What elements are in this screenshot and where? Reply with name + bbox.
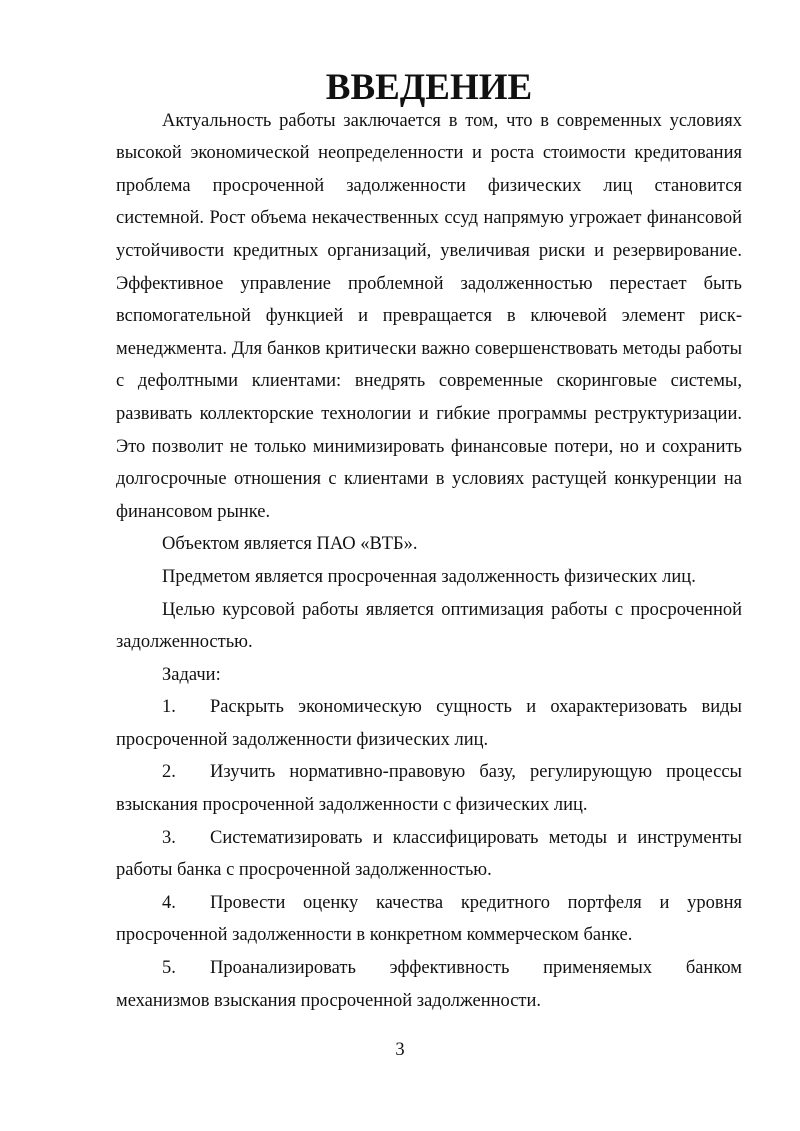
task-text: Систематизировать и классифицировать методы и инструменты работы банка с просроченной задолженностью. bbox=[116, 827, 742, 881]
section-heading: ВВЕДЕНИЕ bbox=[325, 67, 533, 108]
tasks-label: Задачи: bbox=[162, 664, 221, 685]
task-number: 4. bbox=[162, 892, 176, 913]
task-text: Изучить нормативно-правовую базу, регулирующую процессы взыскания просроченной задолженности с физических лиц. bbox=[116, 762, 742, 816]
task-item bbox=[116, 822, 742, 887]
page-content bbox=[116, 67, 742, 1017]
task-item bbox=[116, 952, 742, 1017]
task-number: 5. bbox=[162, 958, 176, 979]
task-text: Проанализировать эффективность применяемых банком механизмов взыскания просроченной задолженности. bbox=[116, 958, 742, 1011]
task-item bbox=[116, 756, 742, 821]
intro-paragraph: Актуальность работы заключается в том, что в современных условиях высокой экономической неопределенности и роста стоимости кредитования проблема просроченной задолженности физических лиц становится системной. Рост объема некачественных ссуд напрямую угрожает финансовой устойчивости кредитных организаций, увеличивая риски и резервирование. Эффективное управление проблемной задолженностью перестает быть вспомогательной функцией и превращается в ключевой элемент риск-менеджмента. Для банков критически важно совершенствовать методы работы с дефолтными клиентами: внедрять современные скоринговые системы, развивать коллекторские технологии и гибкие программы реструктуризации. Это позволит не только минимизировать финансовые потери, но и сохранить долгосрочные отношения с клиентами в условиях растущей конкуренции на финансовом рынке. bbox=[116, 110, 742, 522]
task-item bbox=[116, 691, 742, 756]
task-number: 3. bbox=[162, 827, 176, 848]
subject-paragraph: Предметом является просроченная задолженность физических лиц. bbox=[162, 566, 696, 587]
object-paragraph: Объектом является ПАО «ВТБ». bbox=[162, 534, 418, 555]
page-number: 3 bbox=[395, 1040, 405, 1060]
task-number: 2. bbox=[162, 762, 176, 783]
task-item bbox=[116, 887, 742, 952]
goal-paragraph: Целью курсовой работы является оптимизация работы с просроченной задолженностью. bbox=[116, 599, 742, 653]
task-text: Раскрыть экономическую сущность и охарактеризовать виды просроченной задолженности физических лиц. bbox=[116, 697, 742, 750]
task-text: Провести оценку качества кредитного портфеля и уровня просроченной задолженности в конкретном коммерческом банке. bbox=[116, 892, 742, 946]
task-number: 1. bbox=[162, 697, 176, 718]
